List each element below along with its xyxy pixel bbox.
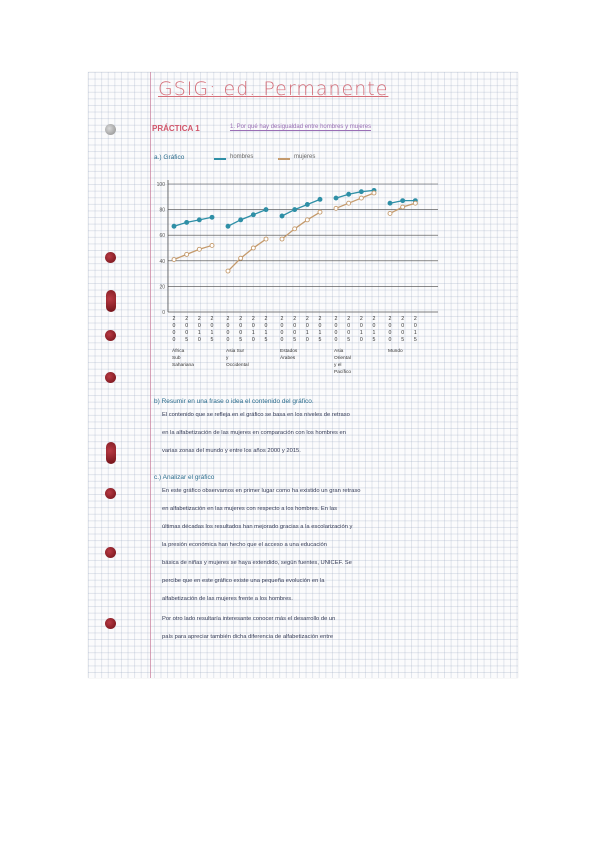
x-tick-label: 2 0 0 0: [334, 316, 338, 343]
legend-label-hombres: hombres: [230, 154, 254, 160]
paragraph-b: [162, 406, 492, 460]
series-line-hombres: [336, 190, 374, 198]
data-point-hombres: [264, 208, 268, 212]
practice-subtitle: 1. Por qué hay desigualdad entre hombres y mujeres: [230, 124, 372, 130]
paragraph-line: básica de niñas y mujeres se haya extendido, según fuentes, UNICEF. Se: [162, 560, 352, 566]
region-label: Mundo: [388, 349, 403, 354]
paragraph-line: en alfabetización en las mujeres con respecto a los hombres. En las: [162, 506, 337, 512]
data-point-hombres: [293, 208, 297, 212]
ring-hole: [105, 618, 116, 629]
ring-hole: [105, 252, 116, 263]
paragraph-line: últimas décadas los resultados han mejorado gracias a la escolarización y: [162, 524, 353, 530]
data-point-mujeres: [388, 211, 392, 215]
data-point-hombres: [226, 224, 230, 228]
paragraph-line: En este gráfico observamos en primer lugar como ha existido un gran retraso: [162, 488, 361, 494]
section-a-heading: a.) Gráfico: [154, 154, 185, 161]
data-point-mujeres: [359, 196, 363, 200]
data-point-mujeres: [251, 246, 255, 250]
data-point-hombres: [280, 214, 284, 218]
series-line-mujeres: [336, 193, 374, 208]
y-tick-label: 20: [159, 284, 165, 291]
paragraph-line: alfabetización de las mujeres frente a los hombres.: [162, 596, 293, 602]
region-label: Asia Oriental y el Pacífico: [334, 349, 352, 375]
data-point-hombres: [239, 218, 243, 222]
data-point-mujeres: [280, 237, 284, 241]
data-point-hombres: [172, 224, 176, 228]
data-point-hombres: [210, 215, 214, 219]
x-tick-label: 2 0 0 5: [239, 316, 243, 343]
x-tick-label: 2 0 1 0: [305, 316, 309, 343]
section-b-heading: b) Resumir en una frase o idea el contenido del gráfico.: [154, 398, 314, 405]
x-tick-label: 2 0 0 0: [172, 316, 176, 343]
paragraph-c: [162, 482, 492, 608]
x-tick-label: 2 0 1 5: [210, 316, 214, 343]
x-tick-label: 2 0 1 0: [359, 316, 363, 343]
ring-hole: [105, 330, 116, 341]
paragraph-line: país para apreciar también dicha diferencia de alfabetización entre: [162, 634, 334, 640]
region-label: Asia Sur y Occidental: [226, 349, 249, 368]
region-label: Estados Árabes: [280, 349, 298, 361]
series-line-hombres: [282, 199, 320, 216]
data-point-mujeres: [401, 205, 405, 209]
y-tick-label: 80: [159, 207, 165, 214]
paragraph-d: [162, 610, 492, 646]
data-point-mujeres: [372, 191, 376, 195]
paragraph-line: Por otro lado resultaría interesante conocer más el desarrollo de un: [162, 616, 336, 622]
ring-hole: [105, 488, 116, 499]
paragraph-line: en la alfabetización de las mujeres en comparación con los hombres en: [162, 430, 346, 436]
data-point-hombres: [347, 192, 351, 196]
data-point-hombres: [401, 199, 405, 203]
legend-label-mujeres: mujeres: [294, 154, 316, 160]
ring-hole: [105, 547, 116, 558]
data-point-mujeres: [305, 218, 309, 222]
x-tick-label: 2 0 1 5: [413, 316, 417, 343]
data-point-hombres: [305, 202, 309, 206]
series-line-hombres: [174, 217, 212, 226]
data-point-mujeres: [239, 256, 243, 260]
series-line-mujeres: [228, 239, 266, 271]
x-tick-label: 2 0 0 5: [347, 316, 351, 343]
x-tick-label: 2 0 1 0: [197, 316, 201, 343]
x-tick-label: 2 0 1 5: [318, 316, 322, 343]
paragraph-line: El contenido que se refleja en el gráfico se basa en los niveles de retraso: [162, 412, 350, 418]
data-point-hombres: [334, 196, 338, 200]
ring-hole: [106, 290, 116, 312]
series-line-hombres: [228, 210, 266, 227]
data-point-mujeres: [185, 252, 189, 256]
data-point-mujeres: [334, 206, 338, 210]
series-line-mujeres: [174, 245, 212, 259]
legend-swatch-mujeres: [278, 158, 290, 160]
data-point-mujeres: [226, 269, 230, 273]
x-tick-label: 2 0 1 5: [264, 316, 268, 343]
data-point-hombres: [318, 197, 322, 201]
x-tick-label: 2 0 0 5: [401, 316, 405, 343]
data-point-mujeres: [318, 210, 322, 214]
x-tick-label: 2 0 0 5: [185, 316, 189, 343]
x-tick-label: 2 0 0 0: [280, 316, 284, 343]
data-point-hombres: [251, 213, 255, 217]
data-point-mujeres: [347, 201, 351, 205]
x-tick-label: 2 0 1 5: [372, 316, 376, 343]
y-tick-label: 40: [159, 258, 165, 265]
data-point-hombres: [185, 220, 189, 224]
y-tick-label: 0: [162, 310, 165, 316]
x-tick-label: 2 0 1 0: [251, 316, 255, 343]
y-tick-label: 60: [159, 233, 165, 240]
data-point-mujeres: [210, 243, 214, 247]
ring-hole: [106, 442, 116, 464]
data-point-mujeres: [264, 237, 268, 241]
y-tick-label: 100: [156, 182, 165, 188]
ring-hole: [105, 124, 116, 135]
notebook-page: [88, 72, 518, 678]
region-label: África Sub Sahariana: [172, 349, 194, 368]
x-tick-label: 2 0 0 0: [226, 316, 230, 343]
paragraph-line: la presión económica han hecho que el acceso a una educación: [162, 542, 328, 548]
data-point-mujeres: [197, 247, 201, 251]
x-tick-label: 2 0 0 0: [388, 316, 392, 343]
literacy-chart: [148, 172, 448, 392]
data-point-hombres: [388, 201, 392, 205]
data-point-hombres: [359, 190, 363, 194]
paragraph-line: varias zonas del mundo y entre los años 2000 y 2015.: [162, 448, 301, 454]
legend-swatch-hombres: [214, 158, 226, 160]
x-tick-label: 2 0 0 5: [293, 316, 297, 343]
data-point-mujeres: [172, 258, 176, 262]
data-point-hombres: [197, 218, 201, 222]
section-c-heading: c.) Analizar el gráfico: [154, 474, 215, 481]
data-point-mujeres: [413, 201, 417, 205]
ring-hole: [105, 372, 116, 383]
practice-label: PRÁCTICA 1: [152, 124, 200, 133]
paragraph-line: percibe que en este gráfico existe una pequeña evolución en la: [162, 578, 325, 584]
data-point-mujeres: [293, 227, 297, 231]
page-title: GSIG: ed. Permanente: [158, 78, 389, 100]
